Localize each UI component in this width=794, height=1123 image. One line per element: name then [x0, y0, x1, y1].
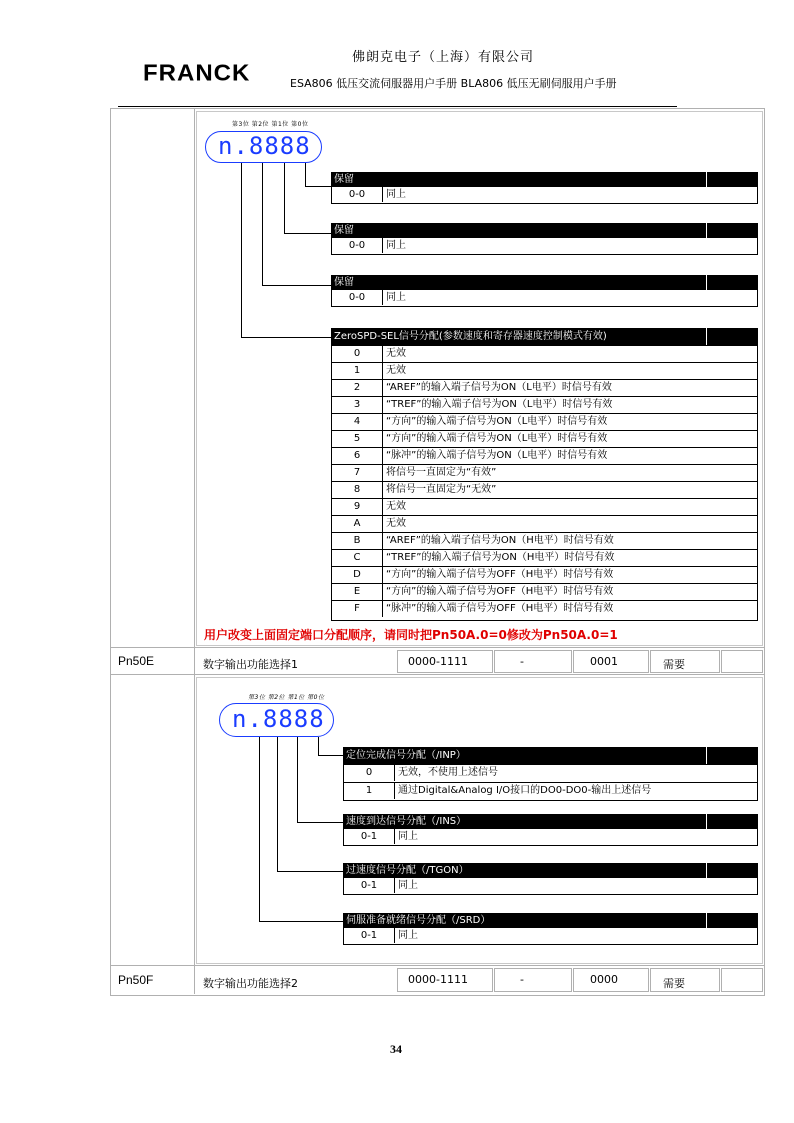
- param-range-pn50e: 0000-1111: [408, 655, 468, 668]
- connector-line: [318, 755, 343, 756]
- row-divider: [110, 674, 764, 675]
- reserved-bar-3: 保留: [331, 172, 758, 187]
- table-row: F “脉冲”的输入端子信号为OFF（H电平）时信号有效: [332, 600, 757, 617]
- table-row: A 无效: [332, 515, 757, 532]
- table-row: 9 无效: [332, 498, 757, 515]
- unit-cell: [494, 968, 572, 992]
- seven-segment-display: [219, 703, 334, 737]
- reserved-row-3: 0-0 同上: [331, 187, 758, 204]
- display-value: n.8888: [232, 705, 325, 733]
- table-row: 5 “方向”的输入端子信号为ON（L电平）时信号有效: [332, 430, 757, 447]
- reserved-bar-1: 保留: [331, 275, 758, 290]
- connector-line: [305, 163, 306, 187]
- header-divider: [118, 106, 677, 107]
- connector-line: [259, 921, 343, 922]
- table-row: 8 将信号一直固定为“无效”: [332, 481, 757, 498]
- company-name: 佛朗克电子（上海）有限公司: [352, 50, 535, 65]
- param-code-pn50e: Pn50E: [118, 654, 155, 668]
- param-code-pn50f: Pn50F: [118, 973, 154, 987]
- table-row: 6 “脉冲”的输入端子信号为ON（L电平）时信号有效: [332, 447, 757, 464]
- digit-position-labels: 第3位 第2位 第1位 第0位: [232, 121, 309, 128]
- restart-cell: [650, 968, 720, 992]
- row-divider: [110, 647, 764, 648]
- table-row: D “方向”的输入端子信号为OFF（H电平）时信号有效: [332, 566, 757, 583]
- reserved-row-1: 0-0 同上: [331, 290, 758, 307]
- param-default-pn50e: 0001: [590, 655, 618, 668]
- extra-cell: [721, 650, 763, 673]
- connector-line: [318, 737, 319, 756]
- param-name-pn50e: 数字输出功能选择1: [203, 658, 298, 671]
- franck-logo: FRANCK: [143, 60, 251, 87]
- connector-line: [297, 822, 343, 823]
- connector-line: [262, 163, 263, 286]
- srd-title-bar: 伺服准备就绪信号分配（/SRD）: [343, 913, 758, 928]
- manual-title: ESA806 低压交流伺服器用户手册 BLA806 低压无刷伺服用户手册: [290, 77, 617, 90]
- table-row: 1 无效: [332, 362, 757, 379]
- row-divider: [110, 965, 764, 966]
- zerospd-table: [331, 345, 758, 621]
- connector-line: [241, 337, 331, 338]
- table-row: 0 无效，不使用上述信号: [344, 764, 757, 781]
- display-value: n.8888: [218, 132, 311, 160]
- table-row: E “方向”的输入端子信号为OFF（H电平）时信号有效: [332, 583, 757, 600]
- table-row: 7 将信号一直固定为“有效”: [332, 464, 757, 481]
- srd-row: 0-1 同上: [343, 928, 758, 945]
- seven-segment-display: [205, 131, 322, 163]
- connector-line: [241, 163, 242, 338]
- table-row: 0 无效: [332, 345, 757, 362]
- ins-row: 0-1 同上: [343, 829, 758, 846]
- connector-line: [262, 285, 331, 286]
- reserved-row-2: 0-0 同上: [331, 238, 758, 255]
- connector-line: [277, 871, 343, 872]
- table-row: 4 “方向”的输入端子信号为ON（L电平）时信号有效: [332, 413, 757, 430]
- param-name-pn50f: 数字输出功能选择2: [203, 977, 298, 990]
- col-divider: [194, 108, 195, 994]
- connector-line: [297, 737, 298, 823]
- inp-table: [343, 764, 758, 801]
- param-unit-pn50f: -: [520, 973, 524, 986]
- connector-line: [284, 233, 331, 234]
- param-restart-pn50f: 需要: [663, 977, 685, 990]
- param-unit-pn50e: -: [520, 655, 524, 668]
- connector-line: [277, 737, 278, 872]
- table-row: 3 “TREF”的输入端子信号为ON（L电平）时信号有效: [332, 396, 757, 413]
- table-row: B “AREF”的输入端子信号为ON（H电平）时信号有效: [332, 532, 757, 549]
- zerospd-title-bar: ZeroSPD-SEL信号分配(参数速度和寄存器速度控制模式有效): [331, 328, 758, 345]
- param-restart-pn50e: 需要: [663, 658, 685, 671]
- tgon-row: 0-1 同上: [343, 878, 758, 895]
- param-range-pn50f: 0000-1111: [408, 973, 468, 986]
- table-row: 1 通过Digital&Analog I/O接口的DO0-DO0-输出上述信号: [344, 782, 757, 799]
- ins-title-bar: 速度到达信号分配（/INS）: [343, 814, 758, 829]
- digit-position-labels: 第3位 第2位 第1位 第0位: [248, 694, 325, 701]
- reserved-bar-2: 保留: [331, 223, 758, 238]
- connector-line: [284, 163, 285, 234]
- page-number: 34: [390, 1042, 402, 1056]
- connector-line: [259, 737, 260, 922]
- unit-cell: [494, 650, 572, 673]
- extra-cell: [721, 968, 763, 992]
- inp-title-bar: 定位完成信号分配（/INP）: [343, 747, 758, 764]
- table-row: 2 “AREF”的输入端子信号为ON（L电平）时信号有效: [332, 379, 757, 396]
- warning-note: 用户改变上面固定端口分配顺序，请同时把Pn50A.0=0修改为Pn50A.0=1: [204, 628, 618, 642]
- restart-cell: [650, 650, 720, 673]
- tgon-title-bar: 过速度信号分配（/TGON）: [343, 863, 758, 878]
- table-row: C “TREF”的输入端子信号为ON（H电平）时信号有效: [332, 549, 757, 566]
- param-default-pn50f: 0000: [590, 973, 618, 986]
- connector-line: [305, 186, 331, 187]
